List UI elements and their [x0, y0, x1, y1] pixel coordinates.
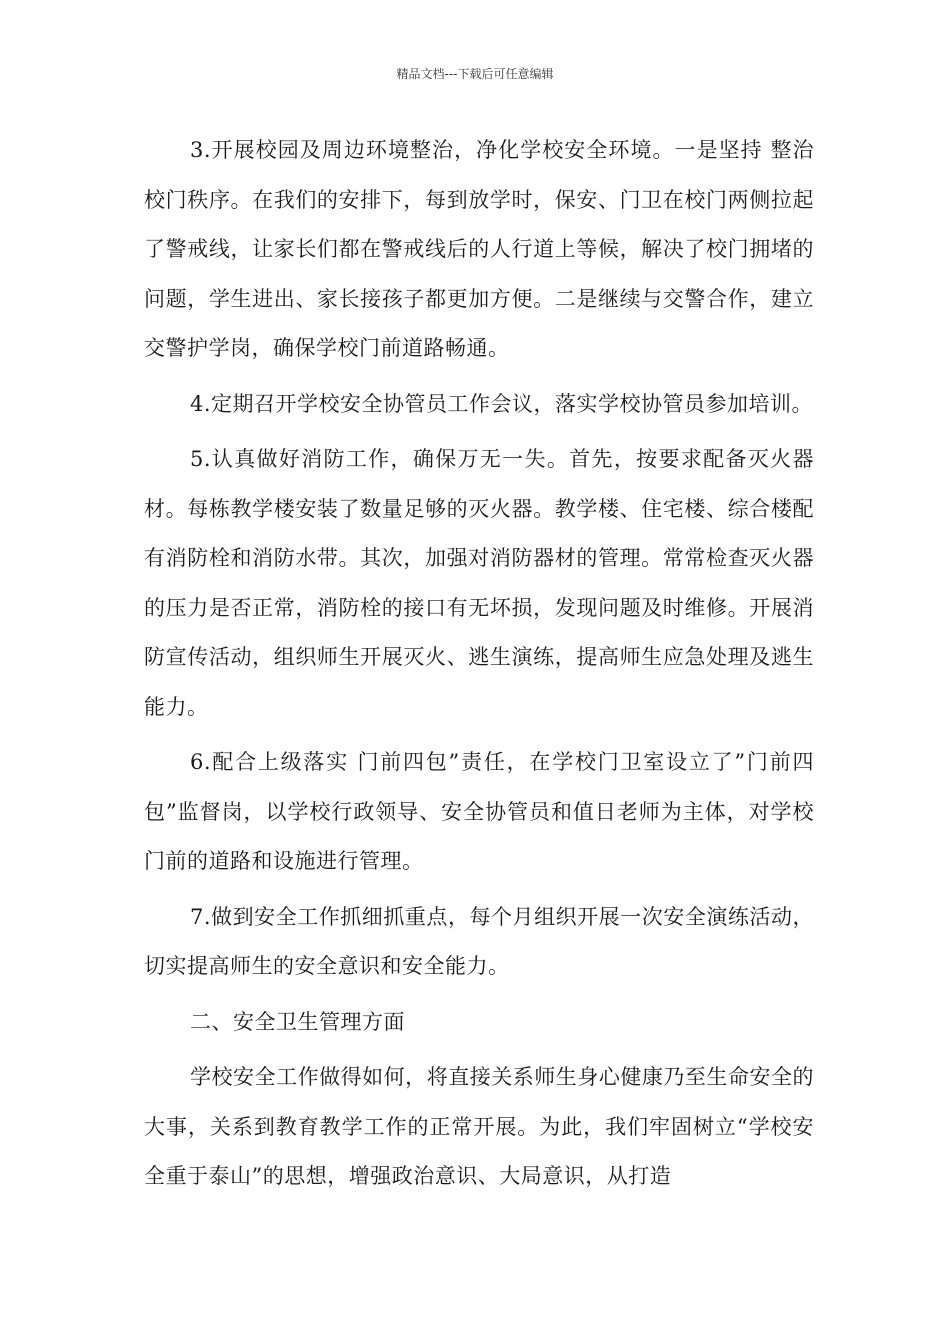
- paragraph-item-3: 3.开展校园及周边环境整治，净化学校安全环境。一是坚持 整治校门秩序。在我们的安排下，每到放学时，保安、门卫在校门两侧拉起了警戒线，让家长们都在警戒线后的人行道上等候，解决了校门拥堵的问题，学生进出、家长接孩子都更加方便。二是继续与交警合作，建立交警护学岗，确保学校门前道路畅通。: [144, 138, 814, 360]
- document-body: [144, 126, 814, 1208]
- paragraph-item-5: 5.认真做好消防工作，确保万无一失。首先，按要求配备灭火器材。每栋教学楼安装了数量足够的灭火器。教学楼、住宅楼、综合楼配有消防栓和消防水带。其次，加强对消防器材的管理。常常检查灭火器的压力是否正常，消防栓的接口有无坏损，发现问题及时维修。开展消防宣传活动，组织师生开展灭火、逃生演练，提高师生应急处理及逃生能力。: [144, 447, 814, 719]
- paragraph-intro: 学校安全工作做得如何，将直接关系师生身心健康乃至生命安全的大事，关系到教育教学工作的正常开展。为此，我们牢固树立“学校安全重于泰山”的思想，增强政治意识、大局意识，从打造: [144, 1065, 814, 1188]
- page-header: 精品文档---下载后可任意编辑: [396, 67, 554, 81]
- paragraph-item-7: 7.做到安全工作抓细抓重点，每个月组织开展一次安全演练活动，切实提高师生的安全意识和安全能力。: [144, 904, 814, 978]
- paragraph-item-4: 4.定期召开学校安全协管员工作会议，落实学校协管员参加培训。: [190, 391, 814, 416]
- paragraph-item-6: 6.配合上级落实 门前四包”责任，在学校门卫室设立了”门前四包”监督岗，以学校行政领导、安全协管员和值日老师为主体，对学校门前的道路和设施进行管理。: [144, 750, 814, 873]
- section-heading: 二、安全卫生管理方面: [190, 1009, 405, 1034]
